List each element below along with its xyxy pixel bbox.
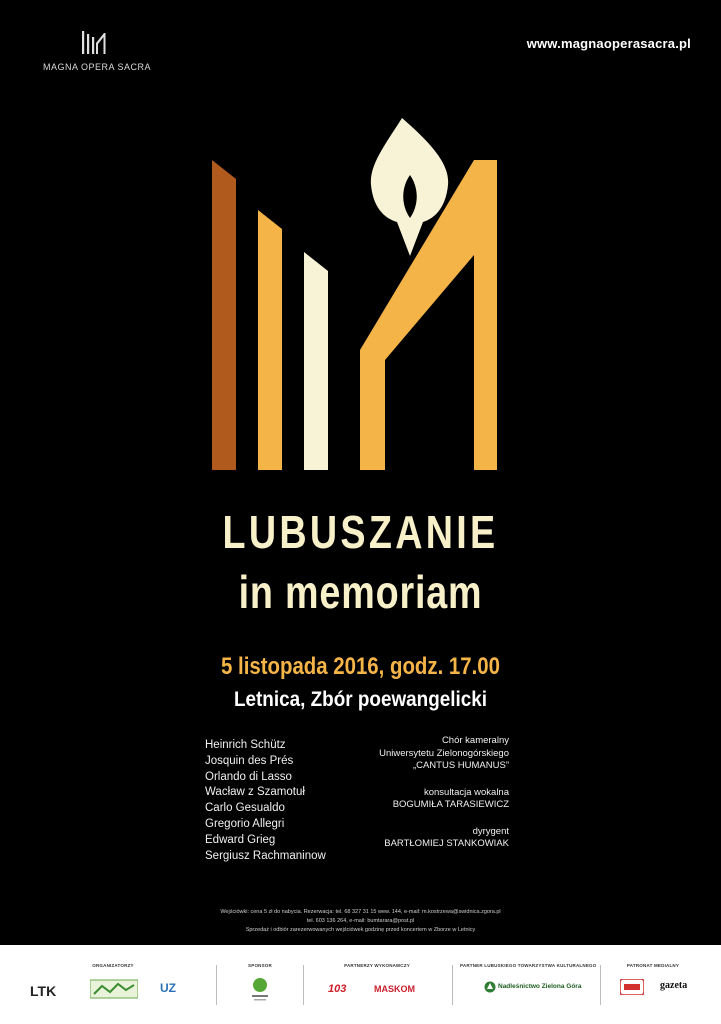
sponsor-emblem-icon: [250, 976, 270, 1002]
conductor-name: BARTŁOMIEJ STANKOWIAK: [384, 838, 509, 849]
website-link[interactable]: www.magnaoperasacra.pl: [526, 36, 691, 51]
event-venue: Letnica, Zbór poewangelicki: [233, 688, 488, 711]
event-title-line2: in memoriam: [238, 566, 483, 618]
radio-logo: 103: [328, 983, 347, 995]
divider: [600, 965, 601, 1005]
organizers-label: ORGANIZATORZY: [92, 963, 134, 968]
ticket-info: [0, 908, 721, 935]
composer-list: [205, 738, 326, 864]
brand-name: MAGNA OPERA SACRA: [42, 62, 152, 72]
performer-credits: [379, 735, 509, 851]
exec-partners-label: PARTNERZY WYKONAWCZY: [344, 963, 410, 968]
ticket-info-line: Sprzedaż i odbiór zarezerwowanych wejściówek godzinę przed koncertem w Zborze w Letnicy: [245, 927, 476, 933]
gazeta-logo: gazeta: [660, 980, 688, 991]
forest-logo: Nadleśnictwo Zielona Góra: [498, 983, 582, 990]
ticket-info-line: Wejściówki: cena 5 zł do nabycia. Rezerwacja: tel. 68 327 31 15 wew. 144, e-mail: m.kostrzewa@swidnica.zgora.pl: [220, 909, 501, 915]
choir-line: Chór kameralny: [441, 735, 509, 746]
ltk-logo: LTK: [30, 983, 57, 999]
composer-item: Carlo Gesualdo: [205, 802, 285, 815]
vocal-consultation-label: konsultacja wokalna: [423, 786, 509, 798]
vocal-consultation-name: BOGUMIŁA TARASIEWICZ: [392, 799, 509, 810]
forest-emblem-icon: [484, 981, 496, 993]
event-date: 5 listopada 2016, godz. 17.00: [221, 653, 500, 680]
choir-line: Uniwersytetu Zielonogórskiego: [379, 747, 509, 759]
divider: [303, 965, 304, 1005]
event-title-line1: LUBUSZANIE: [222, 506, 499, 558]
media-patronage-label: PATRONAT MEDIALNY: [626, 963, 680, 968]
candle-symbol-icon: [205, 110, 505, 475]
choir-line: „CANTUS HUMANUS”: [412, 760, 509, 771]
composer-item: Gregorio Allegri: [205, 817, 285, 830]
ltk-partner-label: PARTNER LUBUSKIEGO TOWARZYSTWA KULTURALNEGO: [460, 963, 597, 968]
organizer-emblem-icon: [90, 978, 138, 1000]
uz-logo: UZ: [160, 981, 176, 995]
composer-item: Heinrich Schütz: [205, 739, 286, 751]
composer-item: Sergiusz Rachmaninow: [205, 849, 326, 862]
divider: [452, 965, 453, 1005]
divider: [216, 965, 217, 1005]
partners-bar: [0, 945, 721, 1024]
media-emblem-icon: [620, 979, 644, 995]
conductor-label: dyrygent: [472, 825, 509, 837]
composer-item: Wacław z Szamotuł: [205, 786, 305, 799]
magna-opera-sacra-logo-icon: [81, 30, 107, 56]
composer-item: Josquin des Prés: [205, 754, 294, 767]
composer-item: Edward Grieg: [205, 833, 276, 846]
composer-item: Orlando di Lasso: [205, 770, 292, 783]
sponsor-label: SPONSOR: [248, 963, 272, 968]
ticket-info-line: tel. 603 136 264, e-mail: bumtarara@post.pl: [306, 918, 415, 924]
maskom-logo: MASKOM: [374, 984, 415, 994]
